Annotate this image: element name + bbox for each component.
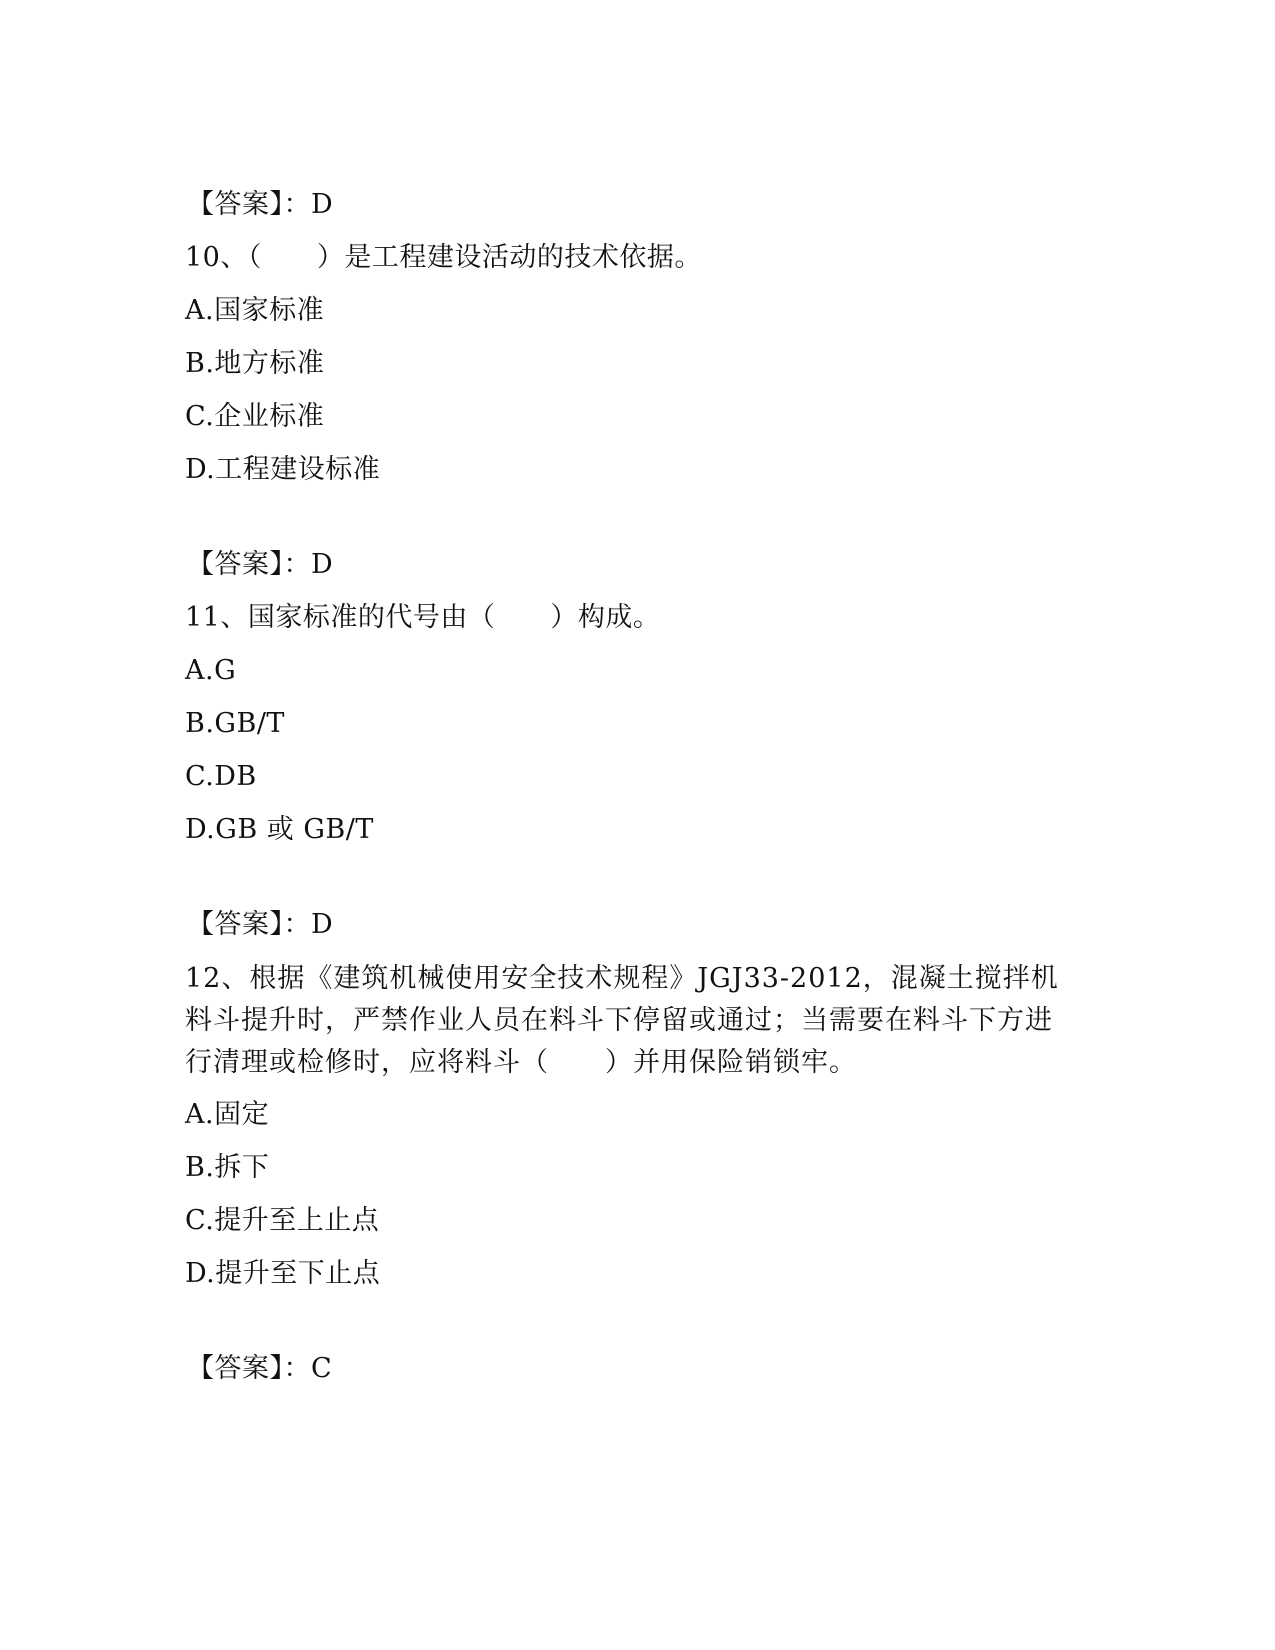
question-12-stem: 12、根据《建筑机械使用安全技术规程》JGJ33-2012，混凝土搅拌机料斗提升时，严禁作业人员在料斗下停留或通过；当需要在料斗下方进行清理或检修时，应将料斗（ ）并用保险销锁牢。 (185, 963, 1059, 1078)
answer-11: 【答案】：D (187, 909, 334, 940)
question-11-option-a: A.G (185, 655, 237, 686)
question-10-option-c: C.企业标准 (185, 401, 325, 432)
question-10-option-b: B.地方标准 (185, 348, 325, 379)
question-12-option-d: D.提升至下止点 (185, 1258, 381, 1289)
question-12-option-a: A.固定 (185, 1099, 270, 1130)
question-11-option-c: C.DB (185, 761, 257, 792)
question-12-option-c: C.提升至上止点 (185, 1205, 380, 1236)
question-11-option-d: D.GB 或 GB/T (185, 814, 374, 845)
answer-9: 【答案】：D (187, 189, 334, 220)
question-12-option-b: B.拆下 (185, 1152, 270, 1183)
answer-10: 【答案】：D (187, 549, 334, 580)
question-11-stem: 11、国家标准的代号由（ ）构成。 (185, 602, 661, 633)
question-10-option-d: D.工程建设标准 (185, 454, 381, 485)
question-11-option-b: B.GB/T (185, 708, 285, 739)
question-10-option-a: A.国家标准 (185, 295, 325, 326)
answer-12: 【答案】：C (187, 1353, 333, 1384)
question-10-stem: 10、（ ）是工程建设活动的技术依据。 (185, 242, 702, 273)
